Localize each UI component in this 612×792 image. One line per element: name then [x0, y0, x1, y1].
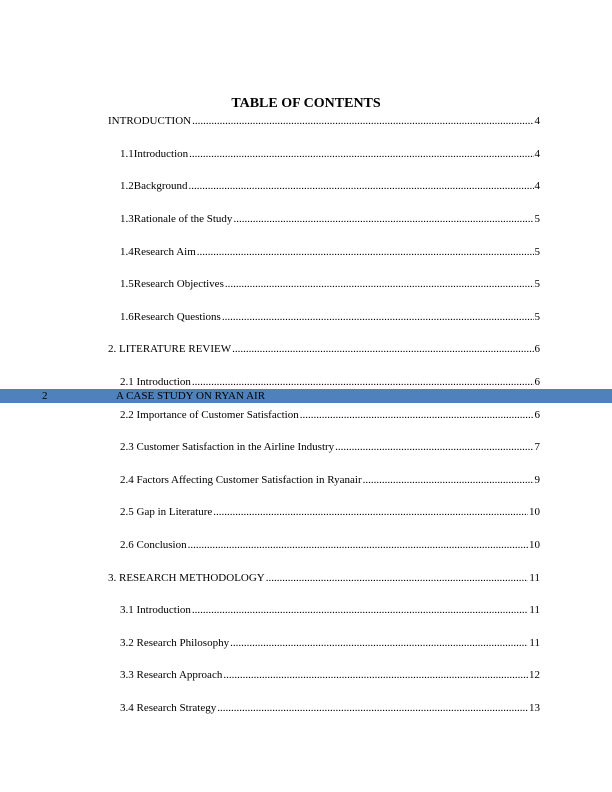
toc-leader-dots	[233, 213, 533, 226]
toc-entry-label: Research Objectives	[133, 278, 224, 290]
toc-entry-3-2[interactable]	[120, 637, 540, 650]
toc-leader-dots	[217, 702, 528, 715]
toc-entry-1-2[interactable]	[120, 180, 540, 193]
toc-leader-dots	[188, 539, 528, 552]
toc-entry-page: 10	[529, 539, 540, 551]
toc-entry-page: 9	[534, 474, 540, 486]
toc-entry-1-1[interactable]	[120, 148, 540, 161]
toc-entry-2-5[interactable]	[120, 506, 540, 519]
toc-entry-label: Research Aim	[133, 246, 196, 258]
toc-entry-page: 11	[529, 637, 540, 649]
toc-entry-page: 5	[534, 311, 540, 323]
toc-entry-page: 6	[534, 343, 540, 355]
toc-entry-page: 11	[529, 572, 540, 584]
toc-leader-dots	[335, 441, 533, 454]
toc-leader-dots	[232, 343, 533, 356]
toc-entry-number: 1.2	[120, 180, 134, 192]
toc-entry-3-4[interactable]	[120, 702, 540, 715]
toc-leader-dots	[223, 669, 528, 682]
toc-entry-page: 5	[534, 213, 540, 225]
toc-entry-1-3[interactable]	[120, 213, 540, 226]
toc-leader-dots	[192, 604, 529, 617]
toc-entry-label: 3. RESEARCH METHODOLOGY	[108, 572, 265, 584]
toc-entry-2-3[interactable]	[120, 441, 540, 454]
toc-entry-page: 12	[529, 669, 540, 681]
toc-entry-label: 2.2 Importance of Customer Satisfaction	[120, 409, 299, 421]
toc-entry-literature-review[interactable]	[108, 343, 540, 356]
toc-entry-page: 5	[534, 278, 540, 290]
toc-entry-label: INTRODUCTION	[108, 115, 192, 127]
toc-entry-2-4[interactable]	[120, 474, 540, 487]
toc-entry-label: Research Questions	[133, 311, 221, 323]
toc-entry-research-methodology[interactable]	[108, 572, 540, 585]
toc-entry-label: 3.2 Research Philosophy	[120, 637, 230, 649]
toc-leader-dots	[225, 278, 534, 291]
toc-entry-3-1[interactable]	[120, 604, 540, 617]
toc-leader-dots	[192, 115, 533, 128]
toc-leader-dots	[266, 572, 529, 585]
toc-entry-page: 4	[534, 180, 540, 192]
toc-leader-dots	[300, 409, 534, 422]
toc-entry-number: 1.6	[120, 311, 134, 323]
toc-leader-dots	[197, 246, 534, 259]
toc-leader-dots	[230, 637, 528, 650]
toc-entry-introduction[interactable]	[108, 115, 540, 128]
toc-entry-label: 2.1 Introduction	[120, 376, 191, 388]
toc-leader-dots	[189, 180, 534, 193]
toc-entry-number: 1.1	[120, 148, 134, 160]
toc-entry-number: 1.3	[120, 213, 134, 225]
toc-entry-page: 6	[534, 376, 540, 388]
toc-entry-page: 7	[534, 441, 540, 453]
toc-entry-1-6[interactable]	[120, 311, 540, 324]
toc-entry-label: 2.5 Gap in Literature	[120, 506, 213, 518]
toc-entry-number: 1.4	[120, 246, 134, 258]
toc-entry-2-6[interactable]	[120, 539, 540, 552]
toc-leader-dots	[213, 506, 528, 519]
toc-entry-label: 3.1 Introduction	[120, 604, 191, 616]
toc-entry-2-1[interactable]	[120, 376, 540, 389]
toc-entry-label: Background	[133, 180, 188, 192]
toc-leader-dots	[222, 311, 534, 324]
running-header-bar	[0, 389, 612, 403]
page-number: 2	[42, 390, 48, 402]
toc-entry-page: 6	[534, 409, 540, 421]
toc-entry-label: 3.3 Research Approach	[120, 669, 223, 681]
toc-entry-2-2[interactable]	[120, 409, 540, 422]
running-header-title: A CASE STUDY ON RYAN AIR	[116, 390, 266, 402]
toc-title: TABLE OF CONTENTS	[231, 96, 381, 111]
toc-entry-3-3[interactable]	[120, 669, 540, 682]
toc-entry-page: 5	[534, 246, 540, 258]
toc-entry-page: 4	[534, 148, 540, 160]
toc-entry-page: 4	[534, 115, 540, 127]
toc-entry-page: 10	[529, 506, 540, 518]
toc-leader-dots	[189, 148, 533, 161]
toc-entry-label: 2.3 Customer Satisfaction in the Airline Industry	[120, 441, 335, 453]
toc-entry-page: 13	[529, 702, 540, 714]
toc-entry-1-5[interactable]	[120, 278, 540, 291]
toc-entry-label: 2.4 Factors Affecting Customer Satisfaction in Ryanair	[120, 474, 362, 486]
toc-leader-dots	[363, 474, 534, 487]
toc-entry-label: 3.4 Research Strategy	[120, 702, 217, 714]
toc-entry-number: 1.5	[120, 278, 134, 290]
toc-entry-label: 2. LITERATURE REVIEW	[108, 343, 232, 355]
toc-entry-label: Introduction	[133, 148, 189, 160]
toc-entry-label: 2.6 Conclusion	[120, 539, 187, 551]
toc-entry-page: 11	[529, 604, 540, 616]
toc-leader-dots	[192, 376, 534, 389]
toc-entry-label: Rationale of the Study	[133, 213, 233, 225]
toc-entry-1-4[interactable]	[120, 246, 540, 259]
